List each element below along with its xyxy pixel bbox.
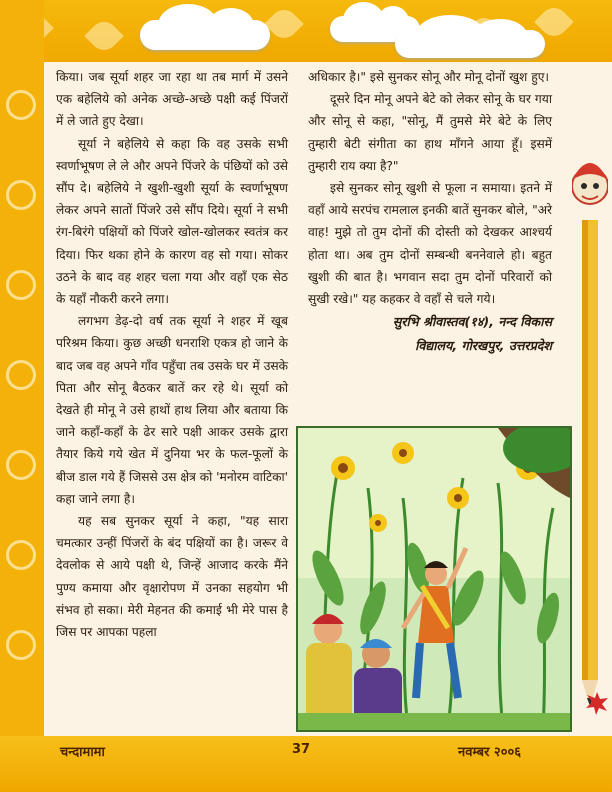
garden-scene-illustration [298,428,570,730]
right-text-column [308,66,552,358]
left-text-column [56,66,288,643]
byline-line-1: सुरभि श्रीवास्तव(१४), नन्द विकास [392,314,552,330]
author-byline [308,310,552,358]
paragraph: दूसरे दिन मोनू अपने बेटे को लेकर सोनू के घर गया और सोनू से कहा, "सोनू, मैं तुमसे मेरे बेटे के लिए तुम्हारी बेटी संगीता का हाथ माँगने आया हूँ। इसमें तुम्हारी राय क्या है?" [308,92,552,173]
page-number: 37 [292,742,311,757]
paragraph: इसे सुनकर सोनू खुशी से फूला न समाया। इतने में वहाँ आये सरपंच रामलाल इनकी बातें सुनकर बोले, "अरे वाह! मुझे तो तुम दोनों की दोस्ती को देखकर आश्चर्य होता था। अब तुम दोनों सम्बन्धी बननेवाले हो। बहुत खुशी की बात है। भगवान सदा तुम दोनों परिवारों को सुखी रखे।" यह कहकर वे वहाँ से चले गये। [308,181,552,307]
paragraph: लगभग डेढ़-दो वर्ष तक सूर्या ने शहर में खूब परिश्रम किया। कुछ अच्छी धनराशि एकत्र हो जाने के बाद जब वह अपने गाँव पहुँचा तब उसके घर में उसके पिता और सोनू बैठकर बातें कर रहे थे। सूर्या को देखते ही मोनू ने उसे हाथों हाथ लिया और बताया कि जाने कहाँ-कहाँ के ढेर सारे पक्षी आकर उसके द्वारा तैयार किये गये खेत में दुनिया भर के फल-फूलों के बीज डाल गये हैं जिससे उस क्षेत्र को 'मनोरम वाटिका' कहा जाने लगा है। [56,314,288,506]
paragraph: किया। जब सूर्या शहर जा रहा था तब मार्ग में उसने एक बहेलिये को अनेक अच्छे-अच्छे पक्षी कई पिंजरों में ले जाते हुए देखा। [56,70,288,129]
byline-line-2: विद्यालय, गोरखपुर, उत्तरप्रदेश [415,338,552,354]
paragraph: अधिकार है।" इसे सुनकर सोनू और मोनू दोनों खुश हुए। [308,70,550,84]
cloud-icon [140,20,270,50]
left-decorative-border [0,0,44,792]
issue-date: नवम्बर २००६ [458,745,521,760]
paragraph: सूर्या ने बहेलिये से कहा कि वह उसके सभी स्वर्णाभूषण ले ले और अपने पिंजरे के पंछियों को उसे सौंप दे। बहेलिये ने खुशी-खुशी सूर्या के स्वर्णाभूषण लेकर अपने सातों पिंजरे उसे सौंप दिये। सूर्या ने सभी रंग-बिरंगे पक्षियों को पिंजरे खोल-खोलकर स्वतंत्र कर दिया। फिर थका होने के कारण वह सो गया। सोकर उठने के बाद वह शहर चला गया और वहाँ एक सेठ के यहाँ नौकरी करने लगा। [56,136,288,307]
cloud-icon [395,30,545,58]
story-illustration [296,426,572,732]
paragraph: यह सब सुनकर सूर्या ने कहा, "यह सारा चमत्कार उन्हीं पिंजरों के बंद पक्षियों का है। जरूर वे देवलोक से आये पक्षी थे, जिन्हें आजाद करके मैंने पुण्य कमाया और वृक्षारोपण में उनका सहयोग भी संभव हो सका। मेरी मेहनत की कमाई भी मेरे पास है जिस पर आपका पहला [56,514,288,640]
pencil-decoration-icon [572,150,608,710]
magazine-name: चन्दामामा [60,745,105,760]
splash-icon [584,690,610,716]
